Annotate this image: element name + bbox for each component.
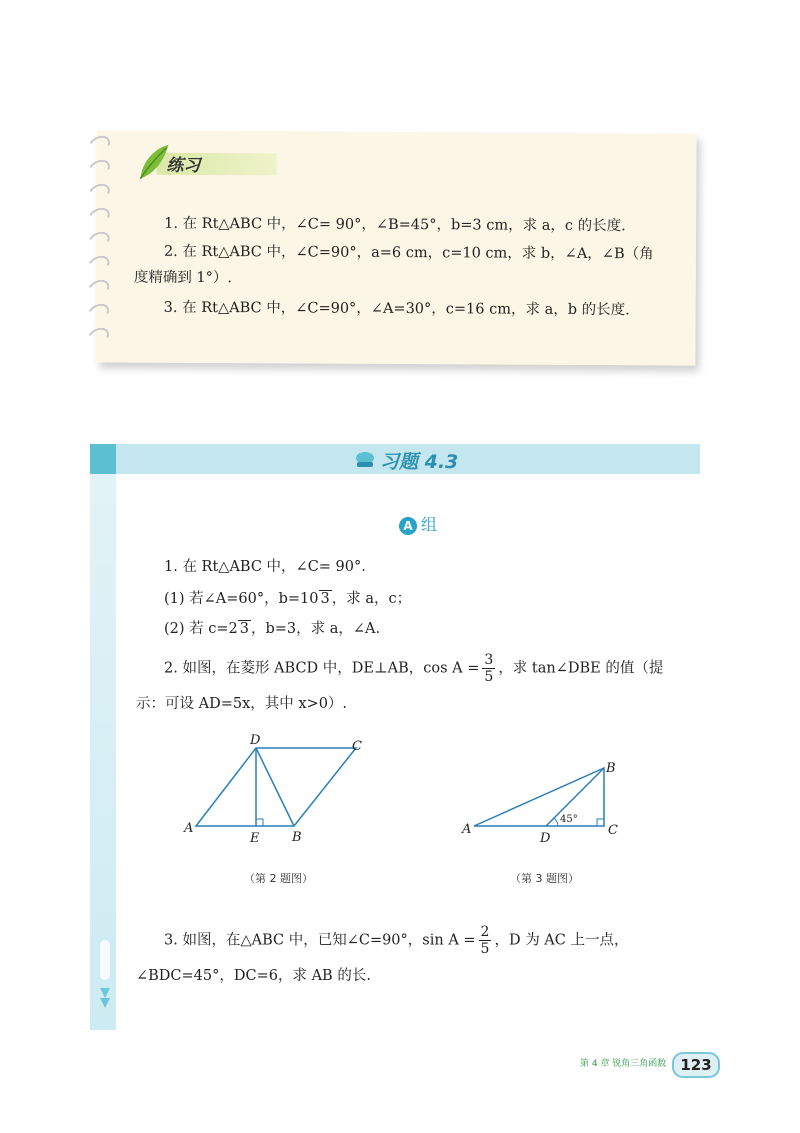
p3-post: ，D 为 AC 上一点， — [494, 932, 629, 949]
label-C: C — [608, 823, 618, 838]
practice-title: 练习 — [166, 155, 201, 176]
book-icon — [354, 450, 376, 470]
problem-3 — [164, 924, 629, 957]
label-D: D — [540, 831, 551, 846]
fraction-numerator: 2 — [480, 924, 490, 940]
practice-question-2: 2. 在 Rt△ABC 中，∠C=90°，a=6 cm，c=10 cm，求 b，∠A，∠B（角 — [163, 243, 654, 263]
problem-1-part-2 — [164, 616, 380, 642]
label-A: A — [184, 821, 194, 836]
fraction — [479, 924, 492, 957]
sqrt-radicand: 3 — [320, 591, 330, 607]
binder-ring — [85, 301, 112, 325]
group-letter-badge: A — [399, 517, 417, 535]
group-label-text: 组 — [421, 515, 438, 534]
binder-ring — [86, 253, 113, 277]
binder-ring — [85, 277, 112, 301]
problem-2-cont: 示：可设 AD=5x，其中 x>0）. — [136, 696, 348, 712]
figure-2-rhombus — [180, 730, 380, 850]
binder-ring — [85, 325, 112, 349]
p2-post: ，求 tan∠DBE 的值（提 — [498, 660, 664, 677]
problem-2 — [164, 652, 663, 685]
angle-label: 45° — [560, 814, 578, 825]
angle-arc — [554, 818, 558, 826]
page-number: 123 — [672, 1052, 720, 1078]
label-B: B — [606, 761, 616, 776]
exercise-band-accent — [90, 444, 116, 474]
p1-2-post: ，b=3，求 a，∠A. — [251, 621, 381, 637]
practice-card — [95, 130, 696, 365]
p2-pre: 2. 如图，在菱形 ABCD 中，DE⊥AB，cos A = — [164, 660, 480, 677]
label-C: C — [352, 739, 362, 754]
label-A: A — [462, 822, 472, 837]
label-B: B — [292, 830, 302, 845]
figure-3-caption: （第 3 题图） — [510, 872, 579, 885]
label-E: E — [250, 831, 260, 846]
figure-3-triangle — [458, 756, 638, 846]
problem-1-part-1 — [164, 586, 411, 612]
p3-pre: 3. 如图，在△ABC 中，已知∠C=90°，sin A = — [164, 932, 476, 949]
fraction — [482, 652, 495, 685]
right-angle-mark — [597, 819, 604, 826]
exercise-title: 习题 4.3 — [380, 451, 459, 473]
practice-question-1: 1. 在 Rt△ABC 中，∠C= 90°，∠B=45°，b=3 cm，求 a，c 的长度. — [164, 215, 626, 235]
practice-question-2-cont: 度精确到 1°）. — [133, 269, 233, 287]
binder-ring — [86, 229, 113, 253]
rhombus-outline — [196, 748, 356, 826]
right-angle-mark — [256, 819, 263, 826]
p1-1-pre: (1) 若∠A=60°，b=10 — [164, 591, 319, 607]
fraction-numerator: 3 — [484, 652, 494, 668]
binder-ring — [86, 133, 113, 157]
practice-question-3: 3. 在 Rt△ABC 中，∠C=90°，∠A=30°，c=16 cm，求 a，b 的长度. — [163, 299, 630, 319]
fraction-denominator: 5 — [484, 669, 494, 685]
p1-2-pre: (2) 若 c=2 — [164, 621, 238, 637]
fraction-denominator: 5 — [480, 941, 490, 957]
figure-2-caption: （第 2 题图） — [244, 872, 313, 885]
label-D: D — [250, 733, 261, 748]
side-arrows-icon — [98, 940, 112, 1010]
problem-1: 1. 在 Rt△ABC 中，∠C= 90°. — [164, 559, 366, 575]
binder-ring — [86, 181, 113, 205]
triangle-outline — [474, 768, 604, 826]
binder-ring — [86, 205, 113, 229]
sqrt-radicand: 3 — [239, 621, 249, 637]
leaf-icon — [136, 143, 170, 183]
problem-3-cont: ∠BDC=45°，DC=6，求 AB 的长. — [136, 968, 371, 984]
p1-1-post: ，求 a，c； — [331, 591, 412, 607]
diagonal-DB — [256, 748, 294, 826]
chapter-footer: 第 4 章 锐角三角函数 — [580, 1059, 667, 1069]
group-label — [399, 512, 437, 535]
binder-ring — [86, 157, 113, 181]
